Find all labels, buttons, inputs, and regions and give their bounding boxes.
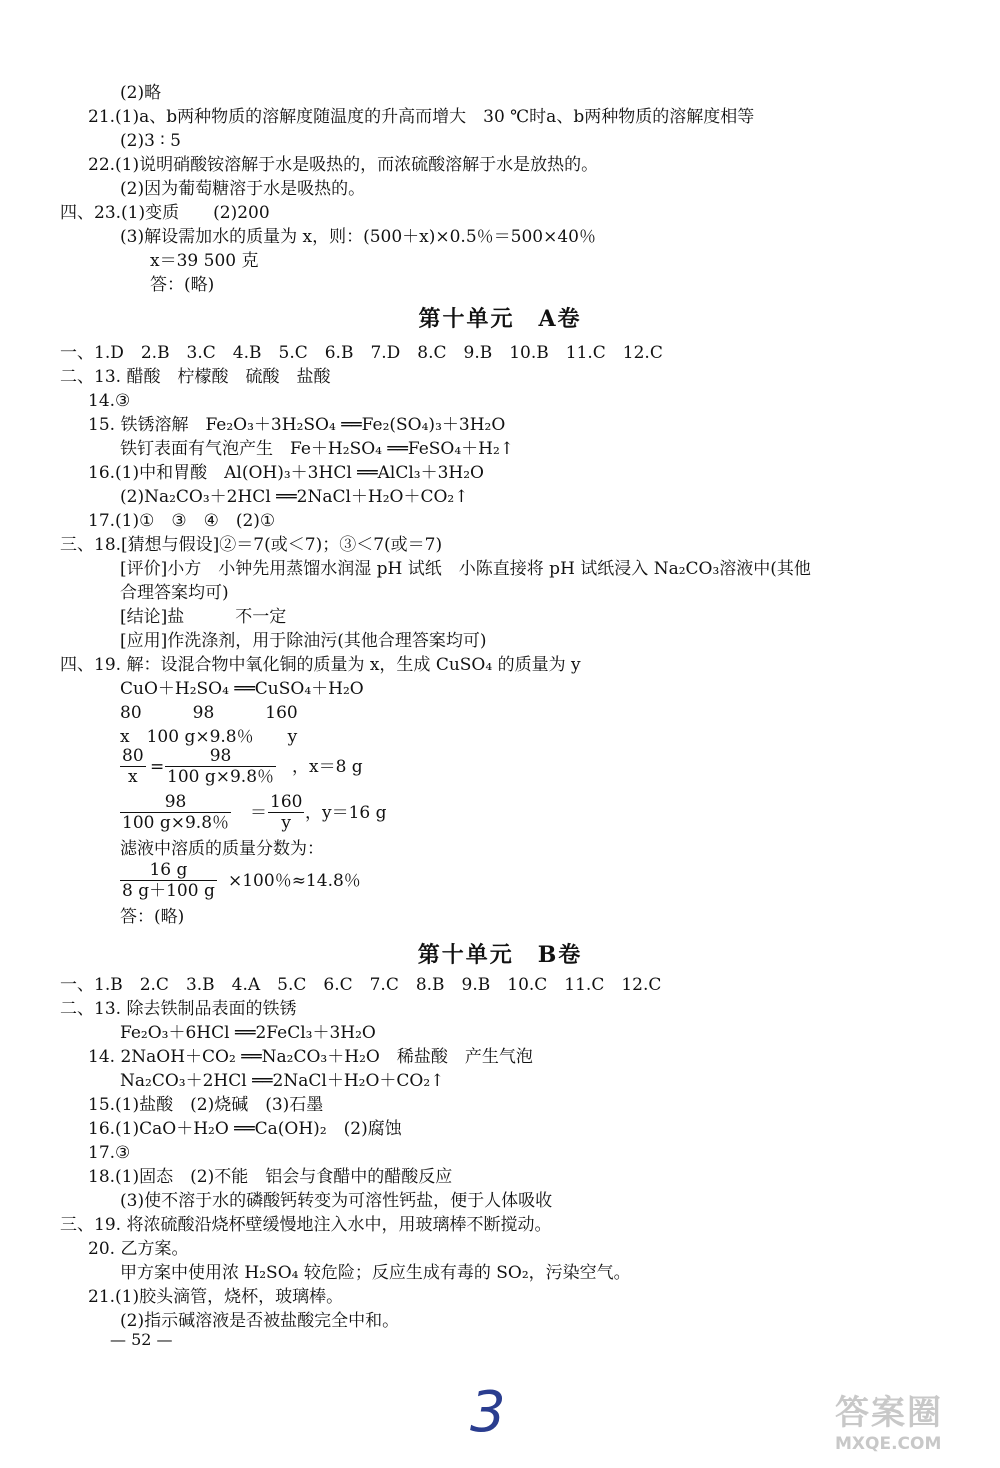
- a-q19-fraction-label: 滤液中溶质的质量分数为：: [120, 839, 324, 859]
- b-q20-1: 20. 乙方案。: [88, 1239, 189, 1259]
- section-heading-a: 第十单元 A卷: [418, 306, 582, 332]
- line-21-2: (2)3 ∶ 5: [120, 131, 181, 151]
- line-23-3: (3)解设需加水的质量为 x，则：(500＋x)×0.5％＝500×40％: [120, 227, 596, 247]
- a-q17: 17.(1)① ③ ④ (2)①: [88, 511, 276, 531]
- watermark-logo: 答案圈 MXQE.COM: [835, 1393, 943, 1454]
- a-q18-4: [结论]盐 不一定: [120, 607, 287, 627]
- a-q19-equation: CuO＋H₂SO₄ ══CuSO₄＋H₂O: [120, 679, 364, 699]
- b-q18-1: 18.(1)固态 (2)不能 铝会与食醋中的醋酸反应: [88, 1167, 453, 1187]
- a-q19-answer: 答：(略): [120, 907, 185, 927]
- a-q19-y-result: ，y＝16 g: [305, 803, 387, 823]
- b-q21-1: 21.(1)胶头滴管，烧杯，玻璃棒。: [88, 1287, 344, 1307]
- a-q19-unknowns: x 100 g×9.8％ y: [120, 727, 298, 747]
- a-q18-1: 三、18.[猜想与假设]②＝7(或＜7)；③＜7(或＝7): [60, 535, 443, 555]
- a-q16-2: (2)Na₂CO₃＋2HCl ══2NaCl＋H₂O＋CO₂↑: [120, 487, 469, 507]
- line-23-1: 四、23.(1)变质 (2)200: [60, 203, 270, 223]
- b-q14-1: 14. 2NaOH＋CO₂ ══Na₂CO₃＋H₂O 稀盐酸 产生气泡: [88, 1047, 533, 1067]
- line-22-1: 22.(1)说明硝酸铵溶解于水是吸热的，而浓硫酸溶解于水是放热的。: [88, 155, 599, 175]
- fraction-mass-fraction: $\frac{16 g}{8 g+100 g}$: [122, 860, 215, 901]
- a-q13: 二、13. 醋酸 柠檬酸 硫酸 盐酸: [60, 367, 331, 387]
- b-q21-2: (2)指示碱溶液是否被盐酸完全中和。: [120, 1311, 400, 1331]
- b-q20-2: 甲方案中使用浓 H₂SO₄ 较危险；反应生成有毒的 SO₂，污染空气。: [120, 1263, 631, 1283]
- line-20-2: (2)略: [120, 83, 162, 103]
- b-q13-1: 二、13. 除去铁制品表面的铁锈: [60, 999, 297, 1019]
- a-q19-x-result: ，x＝8 g: [292, 757, 363, 777]
- b-q14-2: Na₂CO₃＋2HCl ══2NaCl＋H₂O＋CO₂↑: [120, 1071, 445, 1091]
- a-choice-answers: 一、1.D 2.B 3.C 4.B 5.C 6.B 7.D 8.C 9.B 10.B 11.C 12.C: [60, 343, 663, 363]
- a-q15-1: 15. 铁锈溶解 Fe₂O₃＋3H₂SO₄ ══Fe₂(SO₄)₃＋3H₂O: [88, 415, 506, 435]
- b-q16: 16.(1)CaO＋H₂O ══Ca(OH)₂ (2)腐蚀: [88, 1119, 402, 1139]
- line-23-x: x＝39 500 克: [150, 251, 259, 271]
- a-q19-percent-result: ×100％≈14.8％: [228, 871, 361, 891]
- a-q14: 14.③: [88, 391, 131, 411]
- handwritten-mark: 3: [470, 1380, 506, 1445]
- b-q17: 17.③: [88, 1143, 131, 1163]
- line-21-1: 21.(1)a、b两种物质的溶解度随温度的升高而增大 30 ℃时a、b两种物质的溶解度相等: [88, 107, 755, 127]
- b-q19: 三、19. 将浓硫酸沿烧杯壁缓慢地注入水中，用玻璃棒不断搅动。: [60, 1215, 552, 1235]
- b-q15: 15.(1)盐酸 (2)烧碱 (3)石墨: [88, 1095, 324, 1115]
- a-q19-masses: 80 98 160: [120, 703, 298, 723]
- page-number: — 52 —: [110, 1330, 173, 1349]
- fraction-98-over-mass: $\frac{98}{100 g\times 9.8\%}$: [167, 746, 275, 787]
- b-choice-answers: 一、1.B 2.C 3.B 4.A 5.C 6.C 7.C 8.B 9.B 10.C 11.C 12.C: [60, 975, 662, 995]
- a-q18-5: [应用]作洗涤剂，用于除油污(其他合理答案均可): [120, 631, 487, 651]
- a-q18-2: [评价]小方 小钟先用蒸馏水润湿 pH 试纸 小陈直接将 pH 试纸浸入 Na₂CO₃溶液中(其他: [120, 559, 811, 579]
- fraction-160-over-y: $\frac{160}{y}$: [270, 792, 303, 833]
- section-heading-b: 第十单元 B卷: [417, 942, 583, 968]
- line-22-2: (2)因为葡萄糖溶于水是吸热的。: [120, 179, 366, 199]
- b-q13-2: Fe₂O₃＋6HCl ══2FeCl₃＋3H₂O: [120, 1023, 376, 1043]
- a-q16-1: 16.(1)中和胃酸 Al(OH)₃＋3HCl ══AlCl₃＋3H₂O: [88, 463, 484, 483]
- a-q15-2: 铁钉表面有气泡产生 Fe＋H₂SO₄ ══FeSO₄＋H₂↑: [120, 439, 515, 459]
- fraction-98-over-mass-2: $\frac{98}{100 g\times 9.8\%}$: [122, 792, 230, 833]
- line-23-answer: 答：(略): [150, 275, 215, 295]
- fraction-80-over-x: $\frac{80}{x}$: [122, 746, 144, 787]
- a-q18-3: 合理答案均可): [120, 583, 229, 603]
- a-q19-1: 四、19. 解：设混合物中氧化铜的质量为 x，生成 CuSO₄ 的质量为 y: [60, 655, 581, 675]
- b-q18-2: (3)使不溶于水的磷酸钙转变为可溶性钙盐，便于人体吸收: [120, 1191, 553, 1211]
